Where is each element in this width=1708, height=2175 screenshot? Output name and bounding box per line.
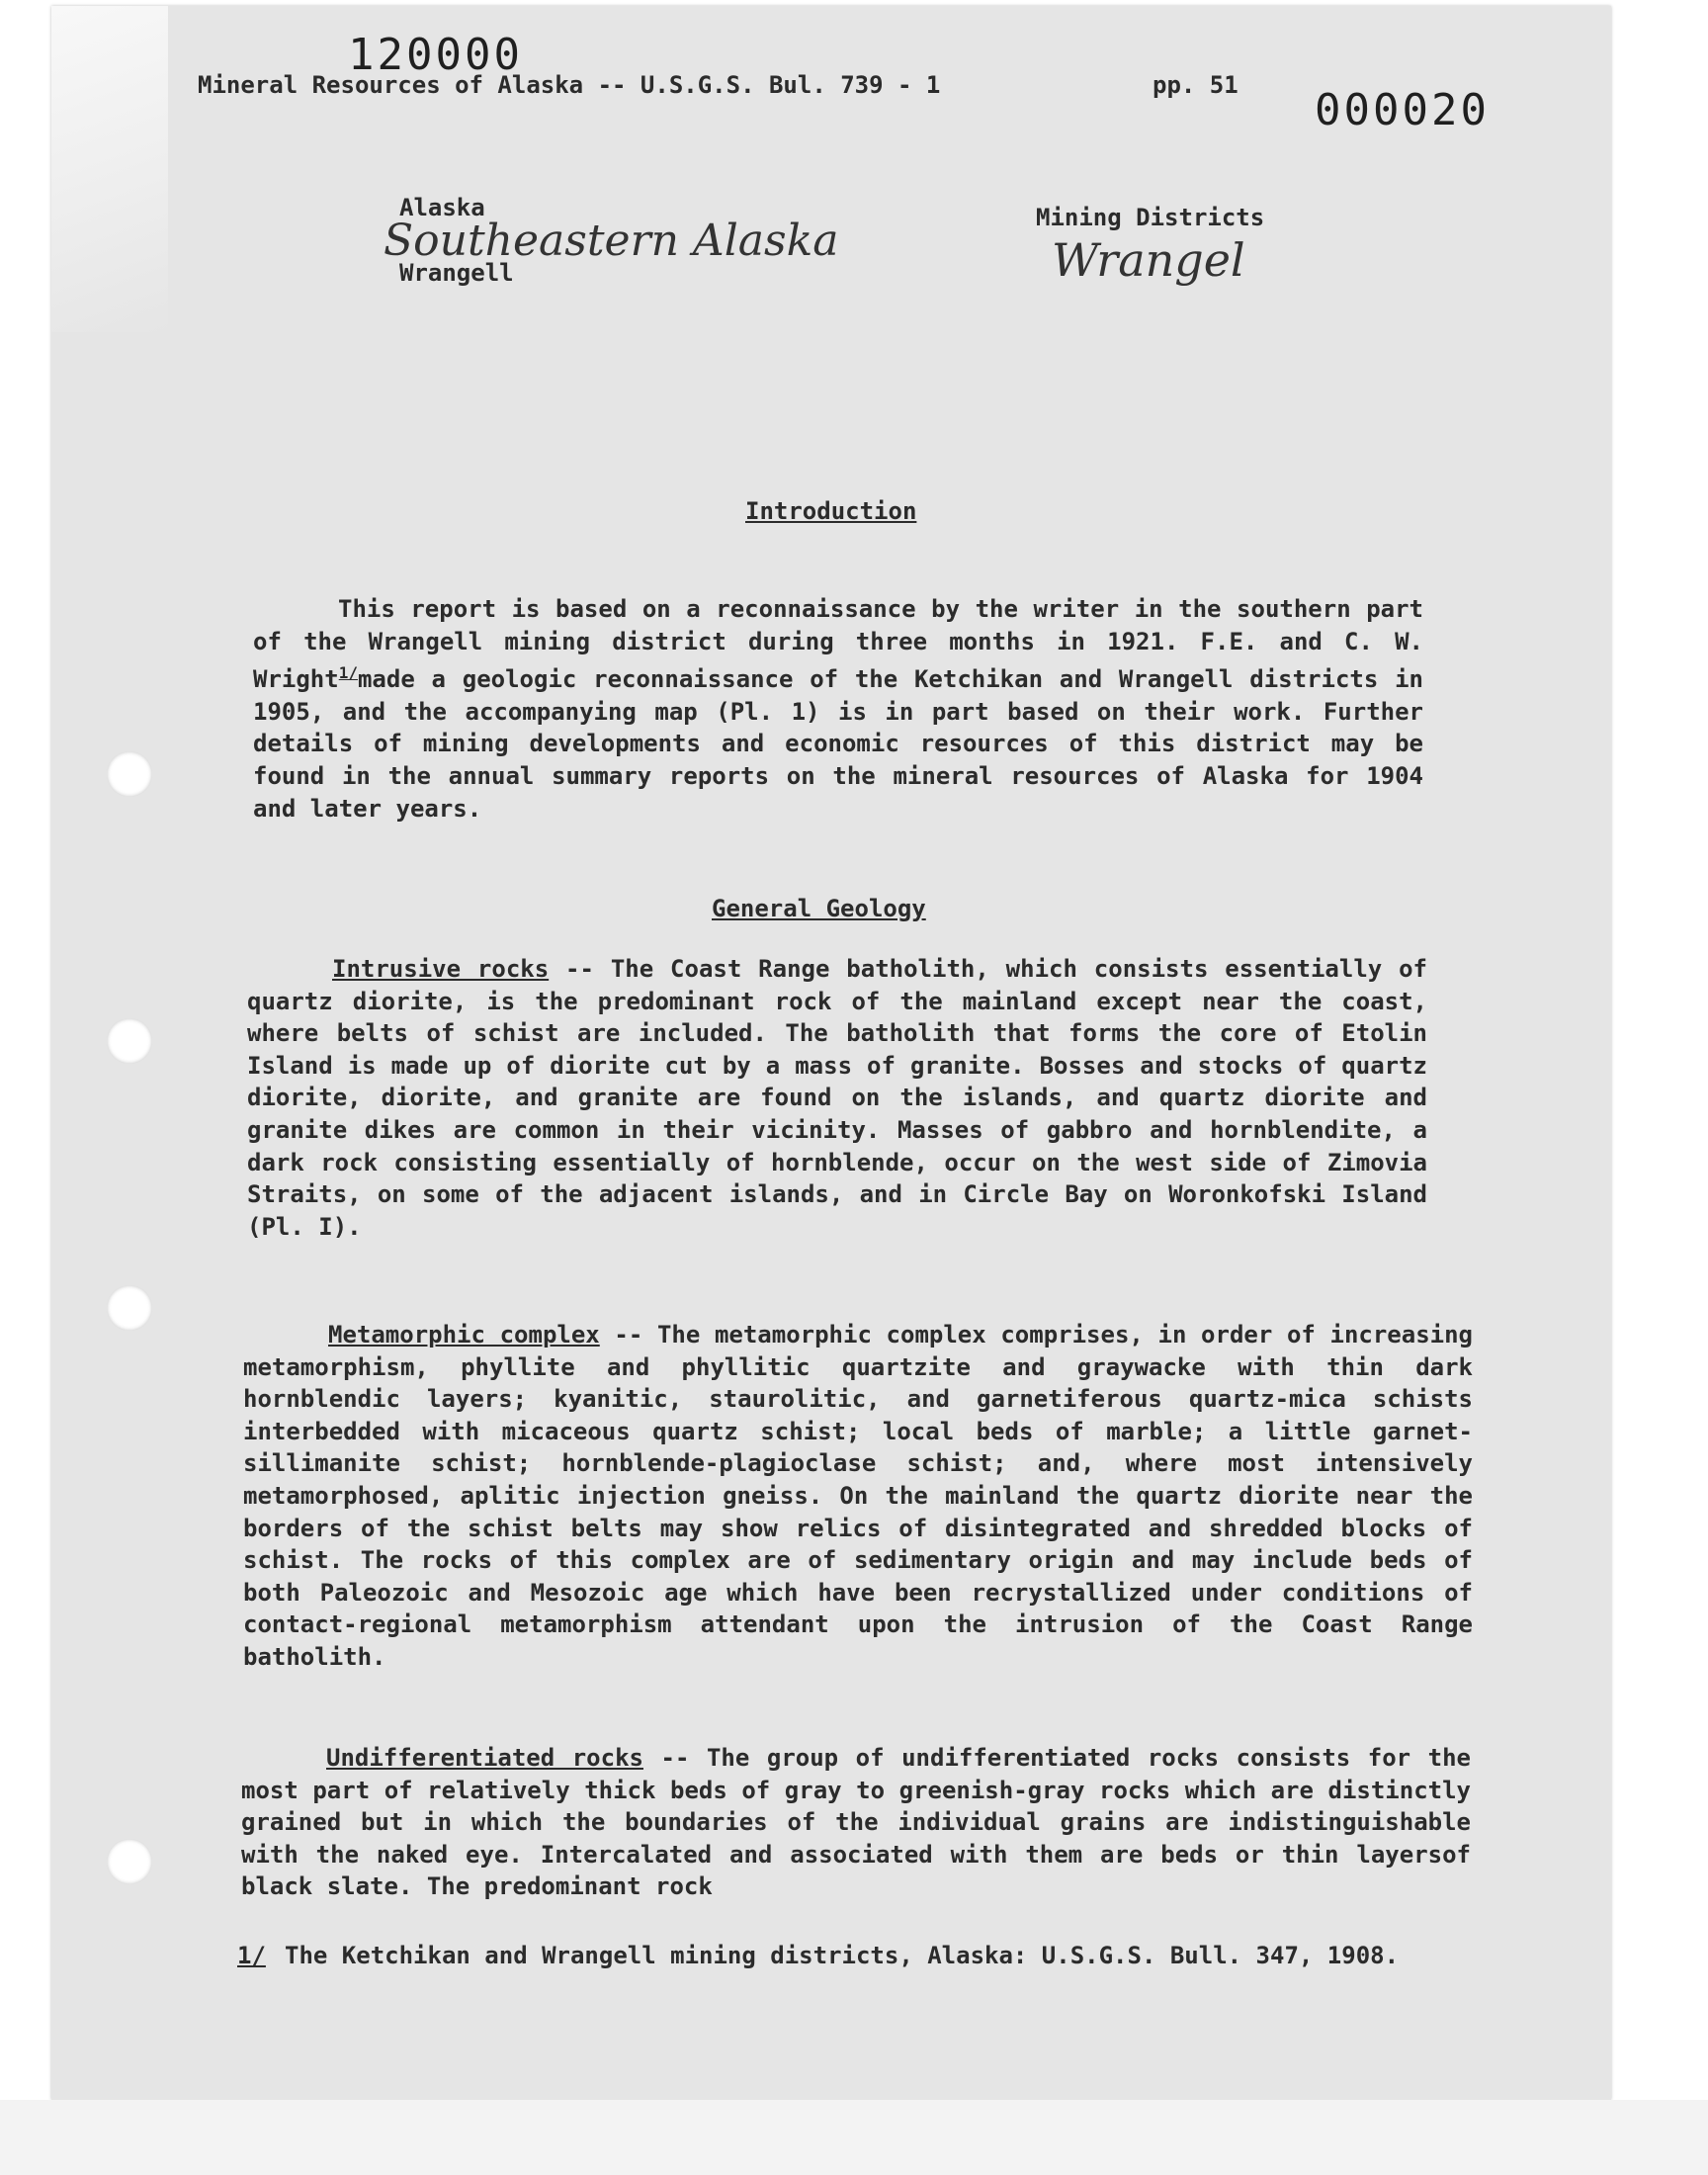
state-label: Alaska — [399, 194, 485, 221]
intrusive-rocks-label: Intrusive rocks — [332, 955, 550, 983]
metamorphic-complex-label: Metamorphic complex — [328, 1321, 600, 1348]
footnote-reference: 1/ — [338, 663, 358, 683]
undifferentiated-rocks-paragraph — [241, 1742, 1471, 1903]
metamorphic-complex-text: -- The metamorphic complex comprises, in order of increasing metamorphism, phyllite and phyllitic quartzite and graywacke with thin dark hornblendic layers; kyanitic, staurolitic, and garnetiferous quartz-mica schists interbedded with micaceous quartz schist; local beds of marble; a little garnet-sillimanite schist; hornblende-plagioclase schist; and, where most intensively metamorphosed, aplitic injection gneiss. On the mainland the quartz diorite near the borders of the schist belts may show relics of disintegrated and shredded blocks of schist. The rocks of this complex are of sedimentary origin and may include beds of both Paleozoic and Mesozoic age which have been recrystallized under conditions of contact-regional metamorphism attendant upon the intrusion of the Coast Range batholith. — [243, 1321, 1473, 1671]
header-title: Mineral Resources of Alaska -- U.S.G.S. Bul. 739 - 1 — [198, 71, 941, 99]
mining-district-handwritten: Wrangel — [1052, 233, 1245, 287]
punch-hole — [107, 751, 152, 797]
metamorphic-complex-paragraph — [243, 1319, 1473, 1674]
punch-hole — [107, 1018, 152, 1064]
stamp-number-right: 000020 — [1315, 85, 1490, 135]
intrusive-rocks-text: -- The Coast Range batholith, which consists essentially of quartz diorite, is the predominant rock of the mainland except near the coast, where belts of schist are included. The batholith that forms the core of Etolin Island is made up of diorite cut by a mass of granite. Bosses and stocks of quartz diorite, diorite, and granite are found on the islands, and quartz diorite and granite dikes are common in their vicinity. Masses of gabbro and hornblendite, a dark rock consisting essentially of hornblende, occur on the west side of Zimovia Straits, on some of the adjacent islands, and in Circle Bay on Woronkofski Island (Pl. I). — [247, 955, 1427, 1241]
footnote-text: The Ketchikan and Wrangell mining districts, Alaska: U.S.G.S. Bull. 347, 1908. — [285, 1942, 1400, 1969]
footnote — [237, 1940, 1512, 1972]
district-label: Wrangell — [399, 259, 514, 287]
undifferentiated-rocks-label: Undifferentiated rocks — [326, 1744, 643, 1772]
introduction-text-1: This report is based on a reconnaissance by the writer in the southern part of the Wrangell mining district during three months in 1921. F.E. and C. W. Wright — [253, 595, 1423, 694]
general-geology-heading: General Geology — [712, 895, 926, 922]
introduction-heading: Introduction — [745, 497, 917, 525]
introduction-paragraph — [253, 593, 1423, 825]
torn-corner — [51, 6, 168, 332]
intrusive-rocks-paragraph — [247, 953, 1427, 1243]
stamp-number-top: 120000 — [348, 30, 523, 80]
header-pages: pp. 51 — [1153, 71, 1238, 99]
undifferentiated-rocks-text: -- The group of undifferentiated rocks consists for the most part of relatively thick beds of gray to greenish-gray rocks which are distinctly grained but in which the boundaries of the individual grains are indistinguishable with the naked eye. Intercalated and associated with them are beds or thin layersof black slate. The predominant rock — [241, 1744, 1471, 1901]
scan-margin — [0, 2100, 1708, 2175]
mining-districts-label: Mining Districts — [1036, 204, 1265, 231]
introduction-text-2: made a geologic reconnaissance of the Ketchikan and Wrangell districts in 1905, and the accompanying map (Pl. 1) is in part based on their work. Further details of mining developments and economic resources of this district may be found in the annual summary reports on the mineral resources of Alaska for 1904 and later years. — [253, 665, 1423, 823]
footnote-marker: 1/ — [237, 1942, 266, 1969]
region-handwritten: Southeastern Alaska — [384, 216, 839, 266]
punch-hole — [107, 1839, 152, 1884]
punch-hole — [107, 1285, 152, 1331]
